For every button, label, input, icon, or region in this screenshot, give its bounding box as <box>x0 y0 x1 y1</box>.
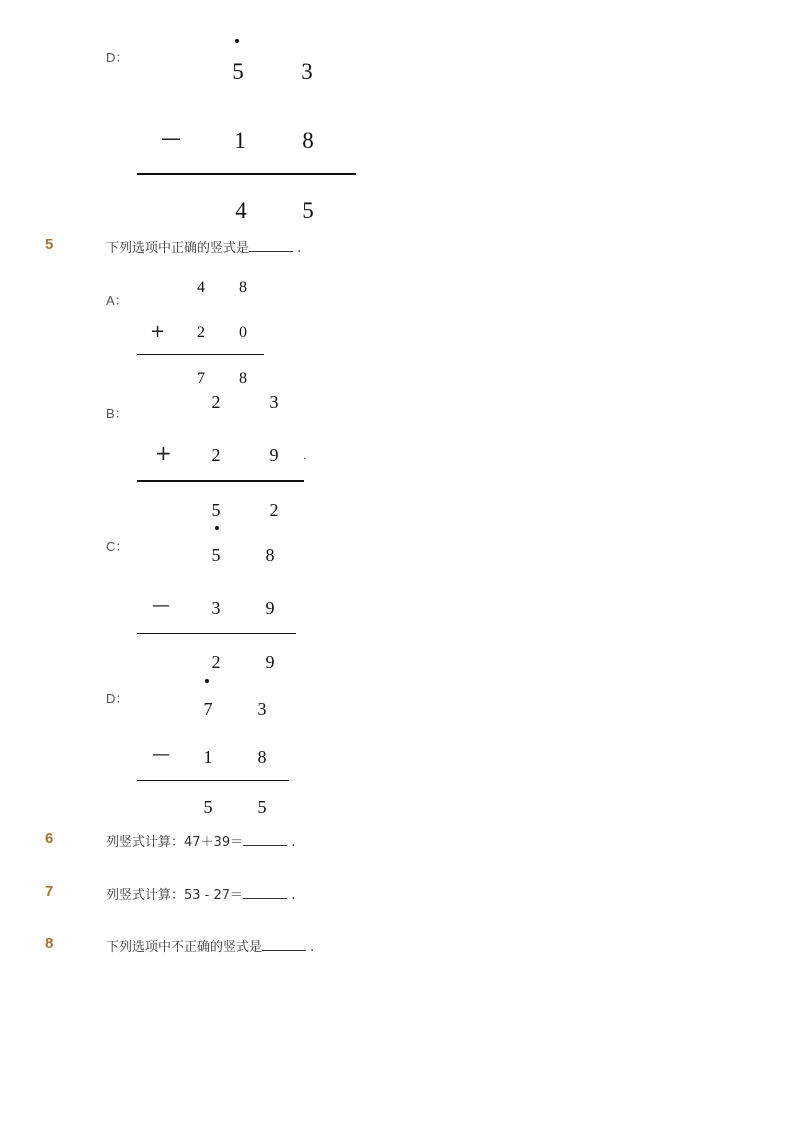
sum-line <box>137 354 264 355</box>
digit: 5 <box>211 500 221 520</box>
prev-option-d-label: D： <box>106 50 129 65</box>
question-end: . <box>291 888 296 903</box>
option-b-label: B： <box>106 406 128 421</box>
digit: 4 <box>197 279 205 296</box>
digit: 5 <box>203 797 213 817</box>
digit: 8 <box>302 128 314 153</box>
digit: 2 <box>269 500 279 520</box>
plus-sign: + <box>155 441 172 465</box>
question-prompt: 列竖式计算：47＋39＝ <box>106 835 244 850</box>
option-c-label: C： <box>106 539 129 554</box>
answer-blank[interactable] <box>243 833 287 846</box>
question-text <box>106 884 295 903</box>
question-number: 6 <box>45 830 54 847</box>
answer-blank[interactable] <box>243 886 287 899</box>
question-prompt: 列竖式计算：53 - 27＝ <box>106 888 244 903</box>
option-d-label: D： <box>106 691 129 706</box>
digit: 8 <box>265 545 275 565</box>
borrow-dot <box>215 526 219 530</box>
digit: 2 <box>211 445 221 465</box>
sum-line <box>137 633 296 634</box>
digit: 7 <box>203 699 213 719</box>
question-number: 8 <box>45 935 54 952</box>
minus-sign: — <box>161 126 181 150</box>
borrow-dot <box>235 39 239 43</box>
digit: 8 <box>257 747 267 767</box>
question-number: 5 <box>45 236 54 253</box>
borrow-dot <box>205 679 209 683</box>
plus-sign: + <box>150 321 166 342</box>
question-end: . <box>297 241 302 256</box>
option-a-label: A： <box>106 293 128 308</box>
digit: 8 <box>239 279 247 296</box>
digit: 1 <box>234 128 246 153</box>
sum-line <box>137 480 304 482</box>
question-text <box>106 936 314 955</box>
digit: 3 <box>211 598 221 618</box>
digit: 5 <box>302 198 314 223</box>
digit: 8 <box>239 370 247 387</box>
digit: 9 <box>269 445 279 465</box>
digit: 5 <box>257 797 267 817</box>
digit: 0 <box>239 324 247 341</box>
question-end: . <box>291 835 296 850</box>
digit: 4 <box>235 198 247 223</box>
question-prompt: 下列选项中正确的竖式是 <box>106 241 250 256</box>
digit: 3 <box>257 699 267 719</box>
digit: 9 <box>265 652 275 672</box>
answer-blank[interactable] <box>249 239 293 252</box>
digit: 2 <box>197 324 205 341</box>
digit: 5 <box>232 59 244 84</box>
question-prompt: 下列选项中不正确的竖式是 <box>106 940 263 955</box>
digit: 1 <box>203 747 213 767</box>
digit: 2 <box>211 652 221 672</box>
trailing-period: . <box>303 449 307 462</box>
digit: 9 <box>265 598 275 618</box>
digit: 5 <box>211 545 221 565</box>
question-end: . <box>310 940 315 955</box>
digit: 2 <box>211 392 221 412</box>
answer-blank[interactable] <box>262 938 306 951</box>
digit: 7 <box>197 370 205 387</box>
sum-line <box>137 173 356 175</box>
minus-sign: — <box>152 744 170 765</box>
sum-line <box>137 780 289 781</box>
digit: 3 <box>301 59 313 84</box>
question-number: 7 <box>45 883 54 900</box>
question-text <box>106 237 301 256</box>
minus-sign: — <box>152 595 170 616</box>
digit: 3 <box>269 392 279 412</box>
question-text <box>106 831 295 850</box>
